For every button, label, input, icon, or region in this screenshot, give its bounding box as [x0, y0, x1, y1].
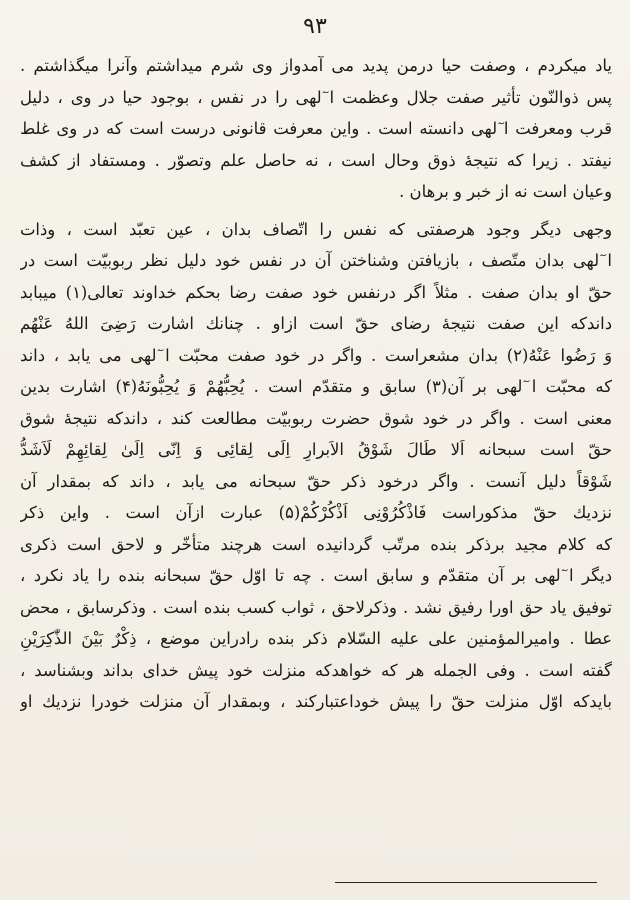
text-line-7: ا ٓلهی بدان متّصف ، بازیافتن وشناختن آن در نفس خود دلیل نظر ربوبیّت است در: [20, 251, 612, 270]
text-line-6: وجهی دیگر وجود هرصفتی که نفس را اتّصاف بدان ، عین تعبّد است ، وذات: [20, 219, 612, 239]
text-line-10: وَ رَضُوا عَنْهُ(۲) بدان مشعراست . واگر در خود صفت محبّت ا ٓلهی می یابد ، داند: [20, 345, 612, 365]
text-line-12: معنی است . واگر در خود شوق حضرت ربوبیّت مطالعت کند ، داندکه نتیجۀ شوق: [20, 408, 612, 428]
body-text: [20, 50, 612, 718]
text-line-4: نیفتد . زیرا که نتیجۀ ذوق وحال است ، نه حاصل علم وتصوّر . ومستفاد از کشف: [20, 150, 612, 170]
page-number: ۹۳: [303, 14, 327, 39]
footnote-divider: [335, 882, 597, 883]
text-line-3: قرب ومعرفت ا ٓلهی دانسته است . واین معرفت قانونی درست است که در وی غلط: [20, 119, 612, 138]
text-line-18: توفیق یاد حق اورا رفیق نشد . وذکرلاحق ، ثواب کسب بنده است . وذکرسابق ، محض: [20, 597, 612, 617]
text-line-11: که محبّت ا ٓلهی بر آن(۳) سابق و متقدّم است . یُحِبُّهُمْ وَ یُحِبُّونَهُ(۴) اشارت بدین: [20, 377, 612, 396]
text-line-14: شَوْقاً دلیل آنست . واگر درخود ذکر حقّ سبحانه می یابد ، داند که بمقدار آن: [20, 471, 612, 491]
text-line-20: گفته است . وفی الجمله هر که خواهدکه منزلت خود پیش خدای بداند وبشناسد ،: [20, 660, 612, 680]
text-line-9: داندکه این صفت نتیجۀ رضای حقّ است ازاو . چنانك اشارت رَضِیَ اللهُ عَنْهُم: [20, 314, 612, 333]
text-line-19: عطا . وامیرالمؤمنین علی علیه السّلام ذکر بنده رادراین موضع ، ذِکْرٌ بَیْنَ الذّٰکِرَیْنِ: [20, 629, 612, 648]
text-line-15: نزدیك حقّ مذکوراست فَاذْکُرُوْنِی اَذْکُرْکُمْ(۵) عبارت ازآن است . واین ذکر: [20, 503, 612, 522]
text-line-13: حقّ است سبحانه اَلا طَالَ شَوْقُ الاَبرارِ اِلَی لِقائِی وَ اِنّی اِلَیٰ لِقائِهِمْ لَاَشَدُّ: [20, 440, 612, 459]
text-line-2: پس ذوالنّون تأثیر صفت جلال وعظمت ا ٓلهی را در نفس ، بوجود حیا در وی ، دلیل: [20, 87, 612, 107]
text-line-16: که کلام مجید برذکر بنده مرتّب گردانیده است هرچند متأخّر و لاحق است ذکری: [20, 534, 612, 554]
text-line-17: دیگر ا ٓلهی بر آن متقدّم و سابق است . چه تا اوّل حقّ سبحانه بنده را یاد نکرد ،: [20, 566, 612, 585]
text-line-5: وعیان است نه از خبر و برهان .: [399, 182, 612, 201]
text-line-1: یاد میکردم ، وصفت حیا درمن پدید می آمدواز وی شرم میداشتم وآنرا میگذاشتم .: [20, 56, 612, 75]
text-line-8: حقّ او بدان صفت . مثلاً اگر درنفس خود صفت رضا بحکم خداوند تعالی(۱) میبابد: [20, 282, 612, 302]
text-line-21: بایدکه اوّل منزلت حقّ را پیش خوداعتبارکند ، وبمقدار آن منزلت خودرا نزدیك او: [20, 692, 612, 711]
